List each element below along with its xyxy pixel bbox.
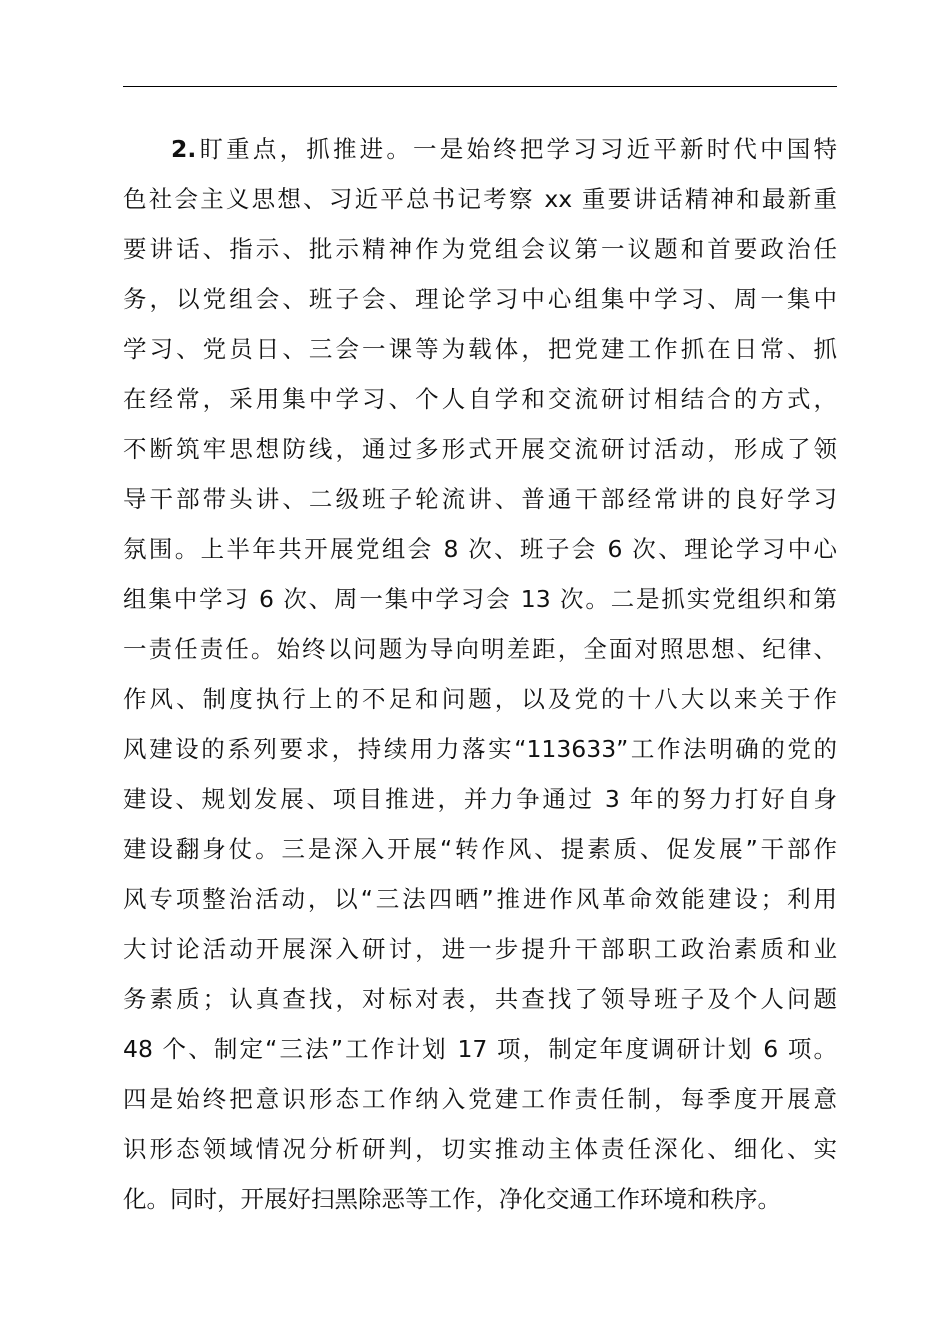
paragraph-line-21: 识形态领域情况分析研判，切实推动主体责任深化、细化、实	[123, 1135, 837, 1163]
paragraph-line-3: 要讲话、指示、批示精神作为党组会议第一议题和首要政治任	[123, 235, 837, 263]
paragraph-line-20: 四是始终把意识形态工作纳入党建工作责任制，每季度开展意	[123, 1085, 837, 1113]
paragraph-line-6: 在经常，采用集中学习、个人自学和交流研讨相结合的方式，	[123, 385, 837, 413]
paragraph-line-4: 务，以党组会、班子会、理论学习中心组集中学习、周一集中	[123, 285, 837, 313]
header-rule	[123, 86, 837, 87]
paragraph-line-5: 学习、党员日、三会一课等为载体，把党建工作抓在日常、抓	[123, 335, 837, 363]
paragraph-line-9: 氛围。上半年共开展党组会 8 次、班子会 6 次、理论学习中心	[123, 535, 837, 563]
paragraph-line-17: 大讨论活动开展深入研讨，进一步提升干部职工政治素质和业	[123, 935, 837, 963]
paragraph-line-15: 建设翻身仗。三是深入开展“转作风、提素质、促发展”干部作	[123, 835, 837, 863]
paragraph-line-10: 组集中学习 6 次、周一集中学习会 13 次。二是抓实党组织和第	[123, 585, 837, 613]
paragraph-line-12: 作风、制度执行上的不足和问题，以及党的十八大以来关于作	[123, 685, 837, 713]
paragraph-line-13: 风建设的系列要求，持续用力落实“113633”工作法明确的党的	[123, 735, 837, 763]
paragraph-line-11: 一责任责任。始终以问题为导向明差距，全面对照思想、纪律、	[123, 635, 837, 663]
paragraph	[123, 124, 837, 1224]
paragraph-line-1	[123, 124, 837, 174]
paragraph-line-2: 色社会主义思想、习近平总书记考察 xx 重要讲话精神和最新重	[123, 185, 837, 213]
paragraph-line-8: 导干部带头讲、二级班子轮流讲、普通干部经常讲的良好学习	[123, 485, 837, 513]
paragraph-line-7: 不断筑牢思想防线，通过多形式开展交流研讨活动，形成了领	[123, 435, 837, 463]
section-number: 2.	[171, 135, 197, 163]
paragraph-line-16: 风专项整治活动，以“三法四晒”推进作风革命效能建设；利用	[123, 885, 837, 913]
paragraph-line-22: 化。同时，开展好扫黑除恶等工作，净化交通工作环境和秩序。	[123, 1185, 781, 1213]
paragraph-line-18: 务素质；认真查找，对标对表，共查找了领导班子及个人问题	[123, 985, 837, 1013]
paragraph-line-19: 48 个、制定“三法”工作计划 17 项，制定年度调研计划 6 项。	[123, 1035, 837, 1063]
line-text: 盯重点，抓推进。一是始终把学习习近平新时代中国特	[196, 135, 837, 163]
paragraph-line-14: 建设、规划发展、项目推进，并力争通过 3 年的努力打好自身	[123, 785, 837, 813]
